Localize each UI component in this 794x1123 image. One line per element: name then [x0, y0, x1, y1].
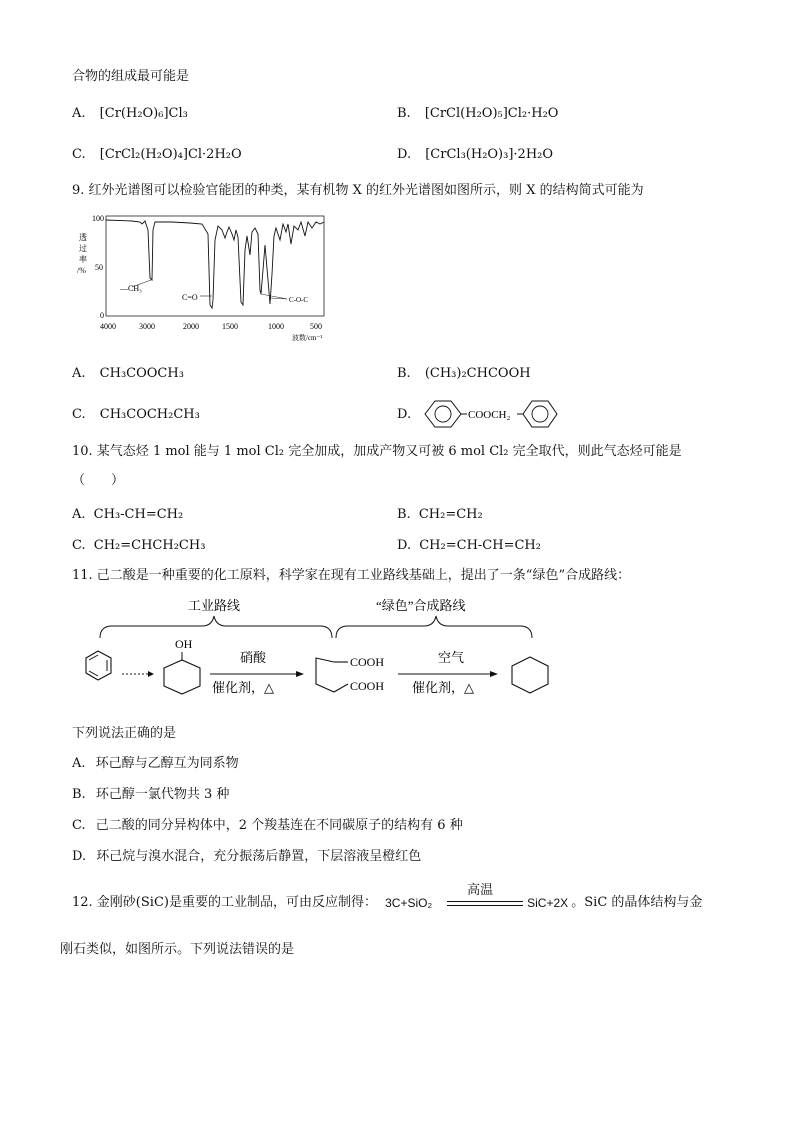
q12-stem-end: 。SiC 的晶体结构与金	[571, 895, 703, 910]
ir-y-label-1: 透	[79, 233, 87, 242]
equation-condition: 高温	[467, 883, 494, 898]
adipic-acid-synthesis-scheme	[60, 594, 560, 706]
equation-equals-sign	[447, 901, 523, 906]
option-text: 己二酸的同分异构体中，2 个羧基连在不同碳原子的结构有 6 种	[95, 818, 463, 833]
ir-y-label-3: 率	[79, 255, 87, 264]
q9-option-c[interactable]	[72, 405, 200, 425]
option-letter: A.	[72, 507, 86, 522]
q9-stem: 9. 红外光谱图可以检验官能团的种类，某有机物 X 的红外光谱图如图所示，则 X 的结构简式可能为	[72, 183, 644, 198]
equation-reactants: 3C+SiO₂	[385, 896, 433, 910]
q10-option-d[interactable]	[397, 536, 541, 556]
option-letter: B.	[397, 366, 411, 381]
industrial-route-label: 工业路线	[188, 598, 241, 613]
hydroxyl-label: OH	[175, 637, 193, 651]
q8-option-a[interactable]	[72, 104, 188, 124]
adipic-acid-chain	[316, 658, 348, 692]
ir-x-tick-4000: 4000	[100, 322, 116, 331]
option-formula: CH₂=CH-CH=CH₂	[419, 538, 541, 553]
option-letter: C.	[72, 147, 86, 162]
green-route-label: “绿色”合成路线	[376, 598, 466, 613]
carboxyl-label-1: COOH	[350, 655, 385, 669]
option-letter: D.	[397, 147, 412, 162]
green-route-brace	[336, 616, 532, 638]
option-letter: D.	[397, 407, 412, 422]
q8-stem-tail: 合物的组成最可能是	[72, 69, 190, 84]
option-text: 环己烷与溴水混合，充分振荡后静置，下层溶液呈橙红色	[96, 849, 422, 864]
ir-x-tick-1500: 1500	[222, 322, 238, 331]
option-letter: C.	[72, 818, 86, 833]
q8-option-c[interactable]	[72, 145, 242, 165]
option-formula: [CrCl₂(H₂O)₄]Cl·2H₂O	[99, 147, 242, 162]
reaction-equation	[381, 883, 569, 916]
option-formula: CH₂=CHCH₂CH₃	[93, 538, 206, 553]
benzene-ring-icon	[425, 401, 461, 427]
q11-stem: 11. 己二酸是一种重要的化工原料，科学家在现有工业路线基础上，提出了一条“绿色”合成路线：	[72, 568, 631, 583]
cyclohexane-ring-icon	[512, 657, 548, 693]
q11-prompt: 下列说法正确的是	[72, 726, 177, 741]
q11-option-b[interactable]	[72, 785, 229, 805]
q11-option-c[interactable]	[72, 816, 463, 836]
q8-option-b[interactable]	[397, 104, 558, 124]
ir-y-label-2: 过	[79, 244, 87, 253]
industrial-route-brace	[100, 616, 332, 638]
ir-y-label-4: /%	[77, 266, 86, 275]
ir-y-tick-50: 50	[95, 263, 103, 272]
ir-peak-label-co: C=O	[182, 293, 198, 302]
option-letter: A.	[72, 366, 86, 381]
option-letter: B.	[397, 507, 411, 522]
ir-x-tick-3000: 3000	[139, 322, 155, 331]
ir-x-axis-label: 波数/cm⁻¹	[292, 334, 323, 342]
option-formula: [CrCl₃(H₂O)₃]·2H₂O	[425, 147, 554, 162]
option-formula: CH₃COCH₂CH₃	[99, 407, 200, 422]
reagent-catalyst-heat-1: 催化剂，△	[212, 680, 274, 695]
option-letter: A.	[72, 106, 86, 121]
cyclohexane-ring-icon	[164, 660, 200, 694]
reagent-catalyst-heat-2: 催化剂，△	[412, 680, 474, 695]
q8-option-d[interactable]	[397, 145, 553, 165]
benzene-ring-icon	[523, 401, 557, 427]
option-formula: CH₂=CH₂	[418, 507, 483, 522]
equation-products: SiC+2X	[527, 896, 569, 910]
q9-option-b[interactable]	[397, 364, 531, 384]
option-text: 环己醇与乙醇互为同系物	[95, 756, 239, 771]
option-text: 环己醇一氯代物共 3 种	[95, 787, 230, 802]
option-formula: [Cr(H₂O)₆]Cl₃	[99, 106, 188, 121]
option-letter: B.	[72, 787, 86, 802]
ir-x-tick-1000: 1000	[268, 322, 284, 331]
ir-x-tick-2000: 2000	[183, 322, 199, 331]
q12-stem-line2: 刚石类似，如图所示。下列说法错误的是	[60, 942, 295, 957]
option-letter: D.	[397, 538, 412, 553]
q11-option-d[interactable]	[72, 847, 421, 867]
ester-linker-text: COOCH₂	[468, 409, 511, 421]
option-formula: (CH₃)₂CHCOOH	[424, 366, 531, 381]
carboxyl-label-2: COOH	[350, 679, 385, 693]
q10-option-b[interactable]	[397, 505, 483, 525]
q10-option-a[interactable]	[72, 505, 183, 525]
ir-x-tick-500: 500	[310, 322, 322, 331]
ir-y-tick-0: 0	[100, 311, 104, 320]
q10-option-c[interactable]	[72, 536, 205, 556]
option-letter: A.	[72, 756, 86, 771]
q12-stem-start: 12. 金刚砂(SiC)是重要的工业制品，可由反应制得：	[72, 895, 377, 910]
option-letter: B.	[397, 106, 411, 121]
option-letter: C.	[72, 538, 86, 553]
q10-answer-paren: （ ）	[72, 473, 125, 488]
ir-peak-label-coc: C-O-C	[289, 296, 309, 304]
benzyl-benzoate-structure	[415, 398, 565, 430]
q12-stem-line1	[72, 883, 703, 916]
reagent-air: 空气	[438, 650, 465, 665]
reagent-nitric-acid: 硝酸	[240, 650, 267, 665]
ir-spectrum-trace	[106, 220, 324, 308]
option-formula: CH₃COOCH₃	[99, 366, 184, 381]
q11-option-a[interactable]	[72, 754, 239, 774]
q9-option-a[interactable]	[72, 364, 184, 384]
ir-y-tick-100: 100	[92, 214, 104, 223]
option-letter: D.	[72, 849, 87, 864]
ir-peak-label-ch3: —CH₃	[120, 284, 142, 293]
option-letter: C.	[72, 407, 86, 422]
ir-spectrum-figure	[72, 210, 332, 345]
option-formula: [CrCl(H₂O)₅]Cl₂·H₂O	[424, 106, 559, 121]
option-formula: CH₃-CH=CH₂	[93, 507, 184, 522]
q10-stem: 10. 某气态烃 1 mol 能与 1 mol Cl₂ 完全加成，加成产物又可被 6 mol Cl₂ 完全取代，则此气态烃可能是	[72, 444, 682, 459]
